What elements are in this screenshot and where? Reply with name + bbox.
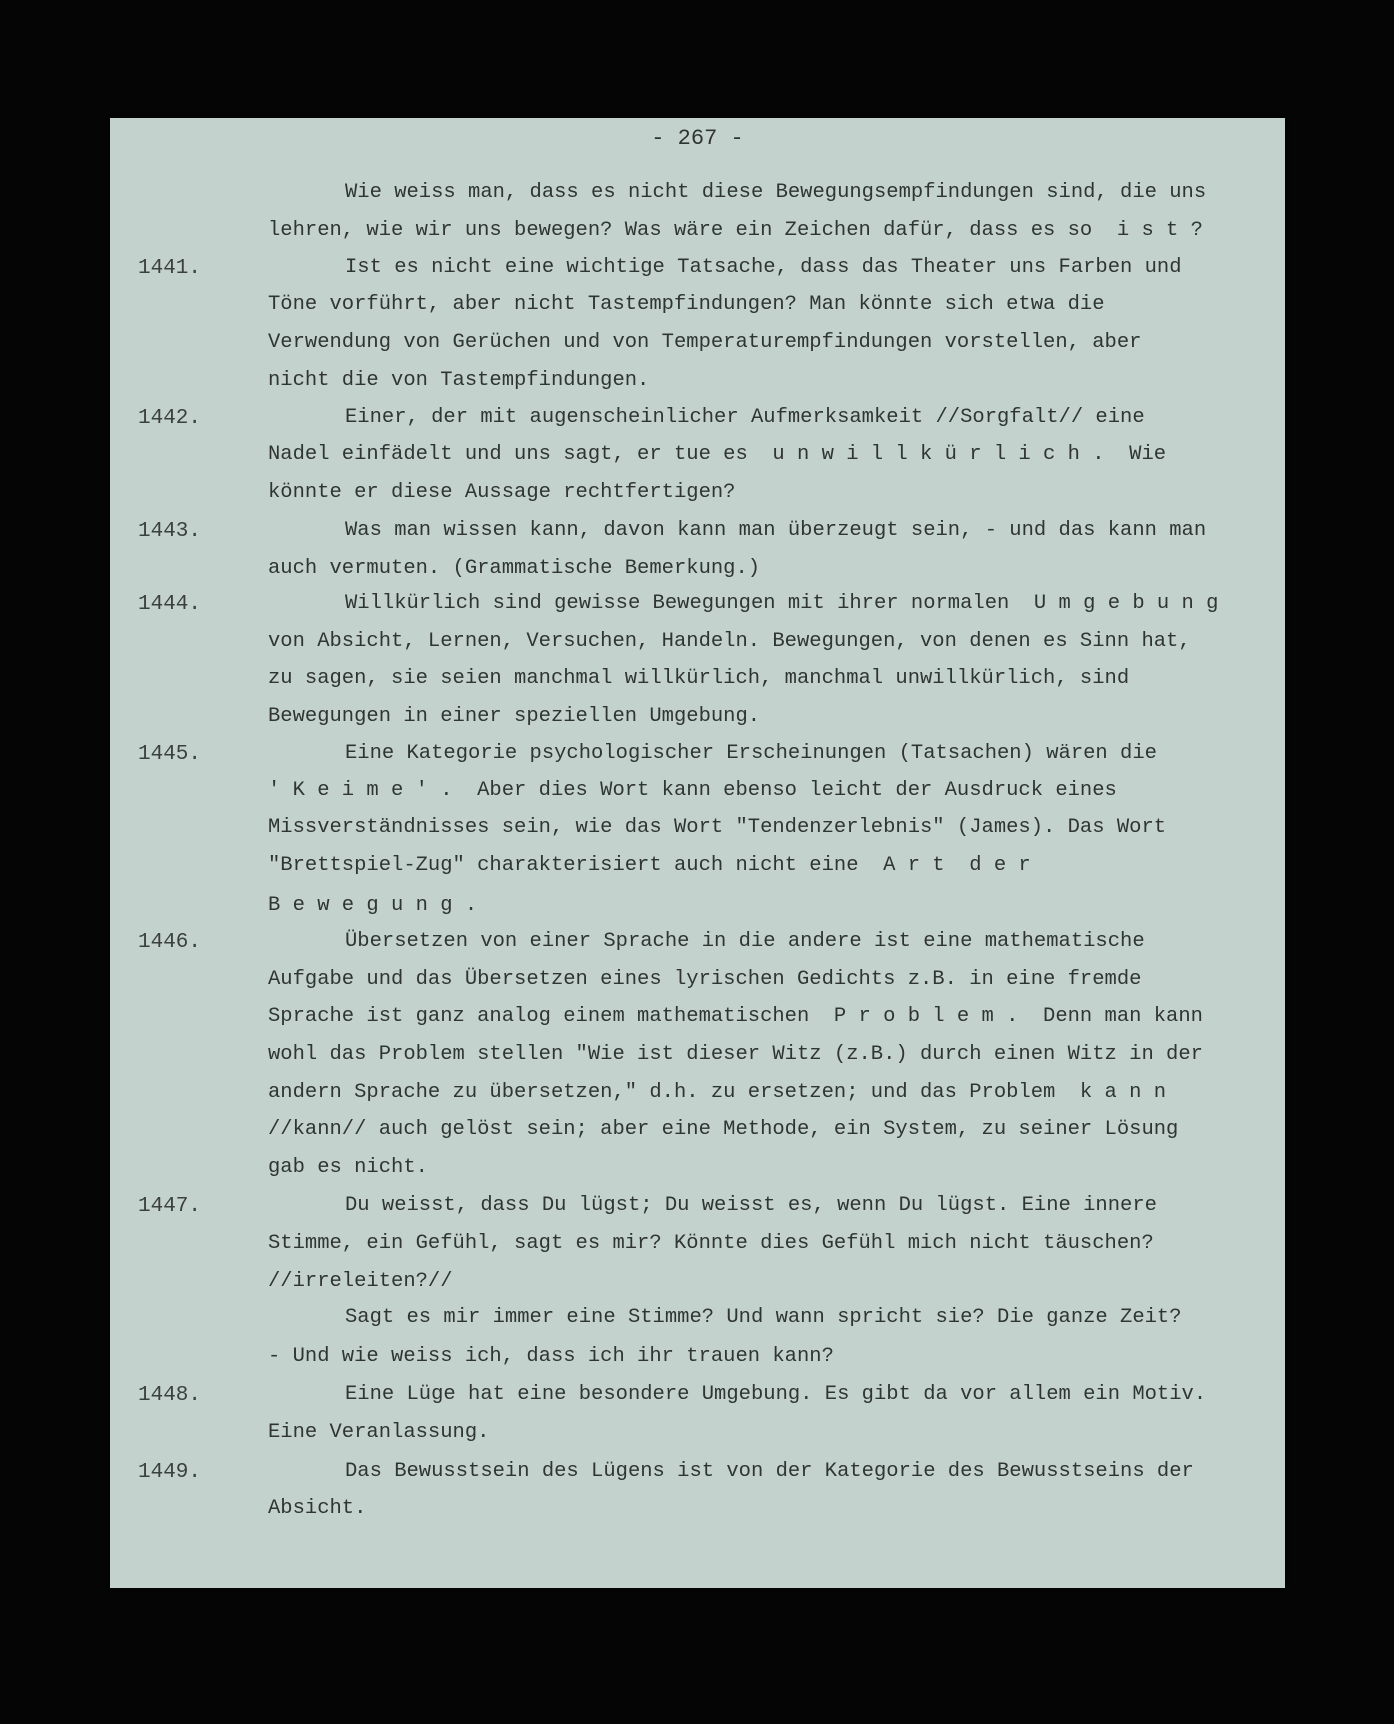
text-line: zu sagen, sie seien manchmal willkürlich, manchmal unwillkürlich, sind xyxy=(268,667,1130,690)
text-line: Übersetzen von einer Sprache in die andere ist eine mathematische xyxy=(345,930,1145,953)
text-line: Aufgabe und das Übersetzen eines lyrischen Gedichts z.B. in eine fremde xyxy=(268,968,1142,991)
text-line: lehren, wie wir uns bewegen? Was wäre ein Zeichen dafür, dass es so i s t ? xyxy=(268,219,1203,242)
text-line: //kann// auch gelöst sein; aber eine Methode, ein System, zu seiner Lösung xyxy=(268,1118,1179,1141)
text-line: Eine Veranlassung. xyxy=(268,1421,490,1444)
remark-number: 1446. xyxy=(138,931,202,954)
remark-number: 1449. xyxy=(138,1461,202,1484)
remark-number: 1445. xyxy=(138,743,202,766)
typescript-page xyxy=(110,118,1285,1588)
text-line: Das Bewusstsein des Lügens ist von der Kategorie des Bewusstseins der xyxy=(345,1460,1194,1483)
text-line: von Absicht, Lernen, Versuchen, Handeln. Bewegungen, von denen es Sinn hat, xyxy=(268,630,1191,653)
text-line: gab es nicht. xyxy=(268,1156,428,1179)
text-line: Willkürlich sind gewisse Bewegungen mit ihrer normalen U m g e b u n g xyxy=(345,592,1219,615)
remark-number: 1444. xyxy=(138,593,202,616)
remark-number: 1442. xyxy=(138,407,202,430)
text-line: Eine Kategorie psychologischer Erscheinungen (Tatsachen) wären die xyxy=(345,742,1157,765)
text-line: wohl das Problem stellen "Wie ist dieser Witz (z.B.) durch einen Witz in der xyxy=(268,1043,1203,1066)
text-line: Stimme, ein Gefühl, sagt es mir? Könnte dies Gefühl mich nicht täuschen? xyxy=(268,1232,1154,1255)
remark-number: 1448. xyxy=(138,1384,202,1407)
text-line: Ist es nicht eine wichtige Tatsache, dass das Theater uns Farben und xyxy=(345,256,1182,279)
text-line: Du weisst, dass Du lügst; Du weisst es, wenn Du lügst. Eine innere xyxy=(345,1194,1157,1217)
text-line: Bewegungen in einer speziellen Umgebung. xyxy=(268,705,761,728)
text-line: Absicht. xyxy=(268,1497,367,1520)
page-number: - 267 - xyxy=(651,126,744,151)
text-line: Verwendung von Gerüchen und von Temperaturempfindungen vorstellen, aber xyxy=(268,331,1142,354)
remark-number: 1443. xyxy=(138,520,202,543)
text-line: Wie weiss man, dass es nicht diese Bewegungsempfindungen sind, die uns xyxy=(345,181,1207,204)
text-line: ' K e i m e ' . Aber dies Wort kann ebenso leicht der Ausdruck eines xyxy=(268,779,1117,802)
remarks-body xyxy=(110,118,1285,1588)
text-line: - Und wie weiss ich, dass ich ihr trauen kann? xyxy=(268,1345,834,1368)
text-line: Was man wissen kann, davon kann man überzeugt sein, - und das kann man xyxy=(345,519,1207,542)
text-line: nicht die von Tastempfindungen. xyxy=(268,369,650,392)
text-line: Nadel einfädelt und uns sagt, er tue es u n w i l l k ü r l i c h . Wie xyxy=(268,443,1167,466)
text-line: auch vermuten. (Grammatische Bemerkung.) xyxy=(268,557,761,580)
text-line: Einer, der mit augenscheinlicher Aufmerksamkeit //Sorgfalt// eine xyxy=(345,406,1145,429)
text-line: Sagt es mir immer eine Stimme? Und wann spricht sie? Die ganze Zeit? xyxy=(345,1306,1182,1329)
text-line: könnte er diese Aussage rechtfertigen? xyxy=(268,481,736,504)
remark-number: 1441. xyxy=(138,257,202,280)
text-line: Missverständnisses sein, wie das Wort "Tendenzerlebnis" (James). Das Wort xyxy=(268,816,1167,839)
text-line: //irreleiten?// xyxy=(268,1270,453,1293)
text-line: Töne vorführt, aber nicht Tastempfindungen? Man könnte sich etwa die xyxy=(268,293,1105,316)
text-line: Sprache ist ganz analog einem mathematischen P r o b l e m . Denn man kann xyxy=(268,1005,1203,1028)
text-line: "Brettspiel-Zug" charakterisiert auch nicht eine A r t d e r xyxy=(268,854,1031,877)
text-line: andern Sprache zu übersetzen," d.h. zu ersetzen; und das Problem k a n n xyxy=(268,1081,1167,1104)
remark-number: 1447. xyxy=(138,1195,202,1218)
text-line: B e w e g u n g . xyxy=(268,894,478,917)
text-line: Eine Lüge hat eine besondere Umgebung. Es gibt da vor allem ein Motiv. xyxy=(345,1383,1207,1406)
